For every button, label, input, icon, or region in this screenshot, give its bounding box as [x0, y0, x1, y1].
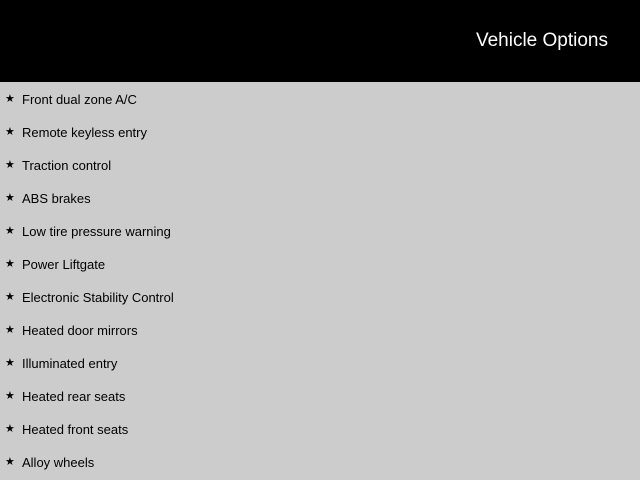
vehicle-options-list [0, 82, 640, 480]
option-label: Heated door mirrors [22, 323, 138, 338]
list-item [0, 190, 640, 210]
option-label: Alloy wheels [22, 455, 95, 470]
option-label: Illuminated entry [22, 356, 118, 371]
page-header [0, 0, 640, 82]
list-item [0, 322, 640, 342]
option-label: Heated front seats [22, 422, 129, 437]
star-icon: ★ [5, 390, 15, 402]
option-label: Heated rear seats [22, 389, 126, 404]
list-item [0, 388, 640, 408]
star-icon: ★ [5, 324, 15, 336]
list-item [0, 355, 640, 375]
list-item [0, 289, 640, 309]
star-icon: ★ [5, 456, 15, 468]
list-item [0, 454, 640, 474]
list-item [0, 91, 640, 111]
list-item [0, 256, 640, 276]
star-icon: ★ [5, 93, 15, 105]
option-label: Front dual zone A/C [22, 92, 137, 107]
star-icon: ★ [5, 159, 15, 171]
option-label: Power Liftgate [22, 257, 106, 272]
list-item [0, 223, 640, 243]
list-item [0, 157, 640, 177]
option-label: Traction control [22, 158, 112, 173]
option-label: Low tire pressure warning [22, 224, 171, 239]
star-icon: ★ [5, 357, 15, 369]
option-label: ABS brakes [22, 191, 91, 206]
star-icon: ★ [5, 225, 15, 237]
page-title: Vehicle Options [475, 30, 608, 51]
star-icon: ★ [5, 126, 15, 138]
option-label: Electronic Stability Control [22, 290, 174, 305]
list-item [0, 124, 640, 144]
star-icon: ★ [5, 423, 15, 435]
star-icon: ★ [5, 258, 15, 270]
list-item [0, 421, 640, 441]
option-label: Remote keyless entry [22, 125, 147, 140]
star-icon: ★ [5, 192, 15, 204]
star-icon: ★ [5, 291, 15, 303]
